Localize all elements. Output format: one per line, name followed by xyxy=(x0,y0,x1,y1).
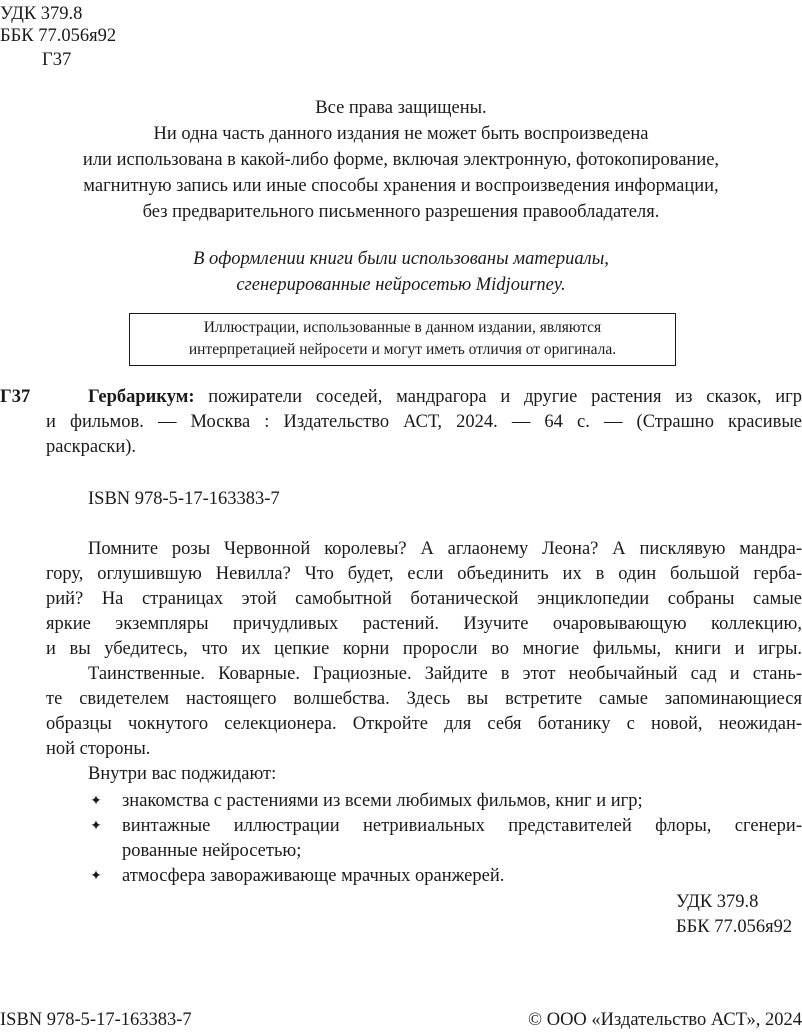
disclaimer-box xyxy=(129,313,676,366)
entry-line: и фильмов. — Москва : Издательство АСТ, 2024. — 64 с. — (Страшно красивые xyxy=(46,412,802,432)
annotation-line: ной стороны. xyxy=(46,739,151,759)
book-title: Гербарикум: xyxy=(88,387,195,407)
list-item-text: рованные нейросетью; xyxy=(122,841,302,861)
rights-line: Все права защищены. xyxy=(315,98,487,118)
list-item-text: знакомства с растениями из всеми любимых фильмов, книг и игр; xyxy=(122,791,643,811)
disclaimer-line: интерпретацией нейросети и могут иметь отличия от оригинала. xyxy=(188,341,617,358)
entry-line: раскраски). xyxy=(46,437,137,457)
bbk-code: ББК 77.056я92 xyxy=(0,26,117,46)
annotation-line: и вы убедитесь, что их цепкие корни проросли во многие фильмы, книги и игры. xyxy=(46,639,802,659)
annotation-line: Помните розы Червонной королевы? А аглаонему Леона? А писклявую мандра- xyxy=(88,539,802,559)
annotation-line: Внутри вас поджидают: xyxy=(88,764,277,784)
annotation-line: те свидетелем настоящего волшебства. Здесь вы встретите самые запоминающиеся xyxy=(46,689,802,709)
udk-code: УДК 379.8 xyxy=(0,4,83,24)
footer-isbn: ISBN 978-5-17-163383-7 xyxy=(0,1010,192,1030)
entry-subtitle: пожиратели соседей, мандрагора и другие растения из сказок, игр xyxy=(194,387,802,407)
annotation-line: образцы чокнутого селекционера. Откройте для себя ботанику с новой, неожидан- xyxy=(46,714,802,734)
design-note xyxy=(0,246,802,298)
rights-notice xyxy=(0,95,802,225)
star-bullet-icon: ✦ xyxy=(90,819,102,834)
disclaimer-line: Иллюстрации, использованные в данном издании, являются xyxy=(203,319,602,336)
annotation-line: гору, оглушившую Невилла? Что будет, если объединить их в один большой герба- xyxy=(46,564,802,584)
annotation-line: Таинственные. Коварные. Грациозные. Зайдите в этот необычайный сад и стань- xyxy=(88,664,802,684)
star-bullet-icon: ✦ xyxy=(90,869,102,884)
rights-line: магнитную запись или иные способы хранения и воспроизведения информации, xyxy=(83,176,719,196)
copyright: © ООО «Издательство АСТ», 2024 xyxy=(528,1010,802,1030)
bbk-code-bottom: ББК 77.056я92 xyxy=(676,917,793,937)
design-note-line: В оформлении книги были использованы материалы, xyxy=(193,249,609,269)
isbn: ISBN 978-5-17-163383-7 xyxy=(88,489,280,509)
entry-line xyxy=(46,385,802,410)
star-bullet-icon: ✦ xyxy=(90,794,102,809)
annotation-line: яркие экземпляры причудливых растений. Изучите очаровывающую коллекцию, xyxy=(46,614,802,634)
annotation xyxy=(46,537,802,787)
design-note-line: сгенерированные нейросетью Midjourney. xyxy=(236,275,566,295)
udk-code-bottom: УДК 379.8 xyxy=(676,892,759,912)
rights-line: без предварительного письменного разрешения правообладателя. xyxy=(142,202,660,222)
rights-line: Ни одна часть данного издания не может быть воспроизведена xyxy=(153,124,649,144)
bibliographic-entry xyxy=(46,385,802,460)
entry-code: Г37 xyxy=(0,387,31,407)
rights-line: или использована в какой-либо форме, включая электронную, фотокопирование, xyxy=(82,150,720,170)
author-sign: Г37 xyxy=(42,50,72,70)
list-item-text: атмосфера завораживающе мрачных оранжерей. xyxy=(122,866,505,886)
annotation-line: рий? На страницах этой самобытной ботанической энциклопедии собраны самые xyxy=(46,589,802,609)
list-item-text: винтажные иллюстрации нетривиальных представителей флоры, сгенери- xyxy=(122,816,802,836)
